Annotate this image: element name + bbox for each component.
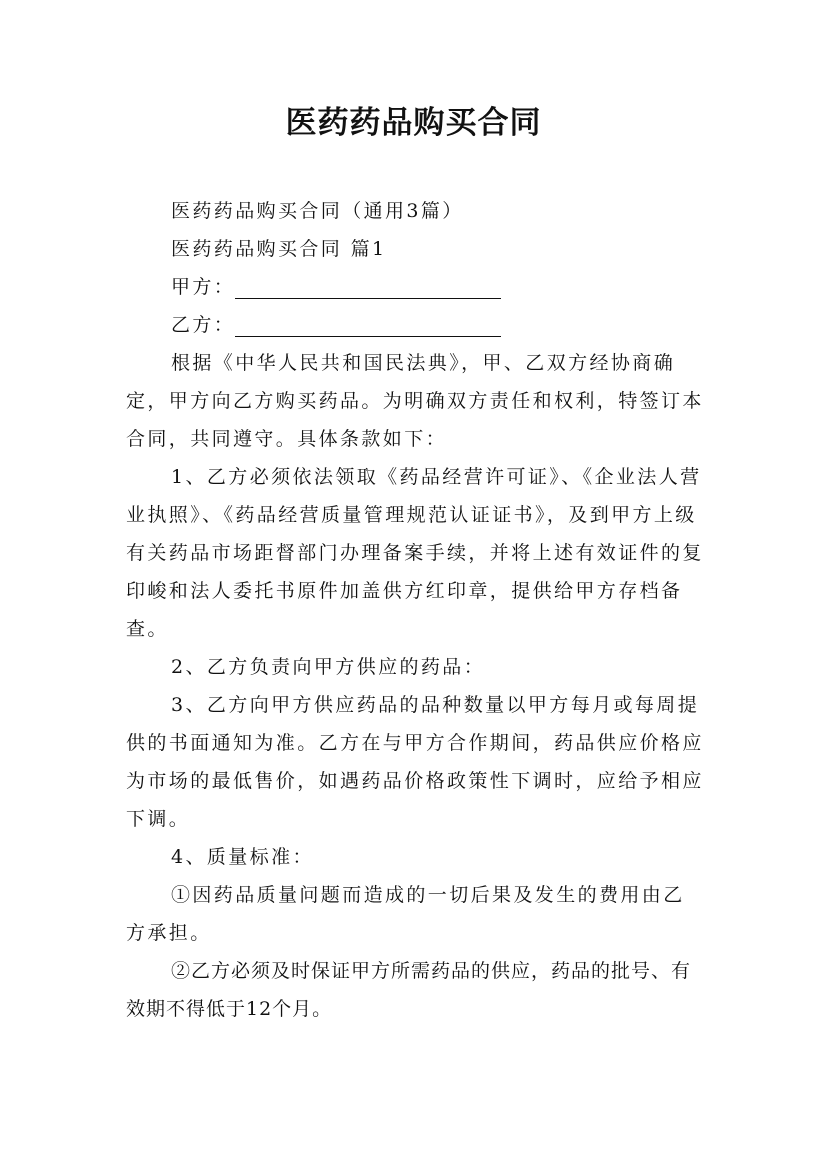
clause-3: 3、乙方向甲方供应药品的品种数量以甲方每月或每周提供的书面通知为准。乙方在与甲方合作期间，药品供应价格应为市场的最低售价，如遇药品价格政策性下调时，应给予相应下调。 bbox=[126, 694, 704, 830]
intro-paragraph: 根据《中华人民共和国民法典》，甲、乙双方经协商确定，甲方向乙方购买药品。为明确双方责任和权利，特签订本合同，共同遵守。具体条款如下： bbox=[126, 352, 704, 450]
party-a-blank-line bbox=[235, 278, 501, 299]
party-b-blank-line bbox=[235, 316, 501, 337]
section-heading: 医药药品购买合同 篇1 bbox=[171, 238, 387, 260]
party-b-line bbox=[126, 306, 704, 344]
clause-1: 1、乙方必须依法领取《药品经营许可证》、《企业法人营业执照》、《药品经营质量管理规范认证证书》，及到甲方上级有关药品市场距督部门办理备案手续，并将上述有效证件的复印峻和法人委托书原件加盖供方红印章，提供给甲方存档备查。 bbox=[126, 466, 704, 640]
quality-item-2: ②乙方必须及时保证甲方所需药品的供应，药品的批号、有效期不得低于12个月。 bbox=[126, 960, 692, 1020]
party-a-label: 甲方： bbox=[171, 276, 236, 298]
subtitle: 医药药品购买合同（通用3篇） bbox=[171, 200, 464, 222]
clause-4: 4、质量标准： bbox=[171, 846, 314, 868]
party-b-label: 乙方： bbox=[171, 314, 236, 336]
quality-item-1: ①因药品质量问题而造成的一切后果及发生的费用由乙方承担。 bbox=[126, 884, 685, 944]
party-a-line bbox=[126, 268, 704, 306]
document-body bbox=[126, 192, 704, 1028]
clause-2: 2、乙方负责向甲方供应的药品： bbox=[171, 656, 486, 678]
document-title: 医药药品购买合同 bbox=[285, 105, 542, 141]
